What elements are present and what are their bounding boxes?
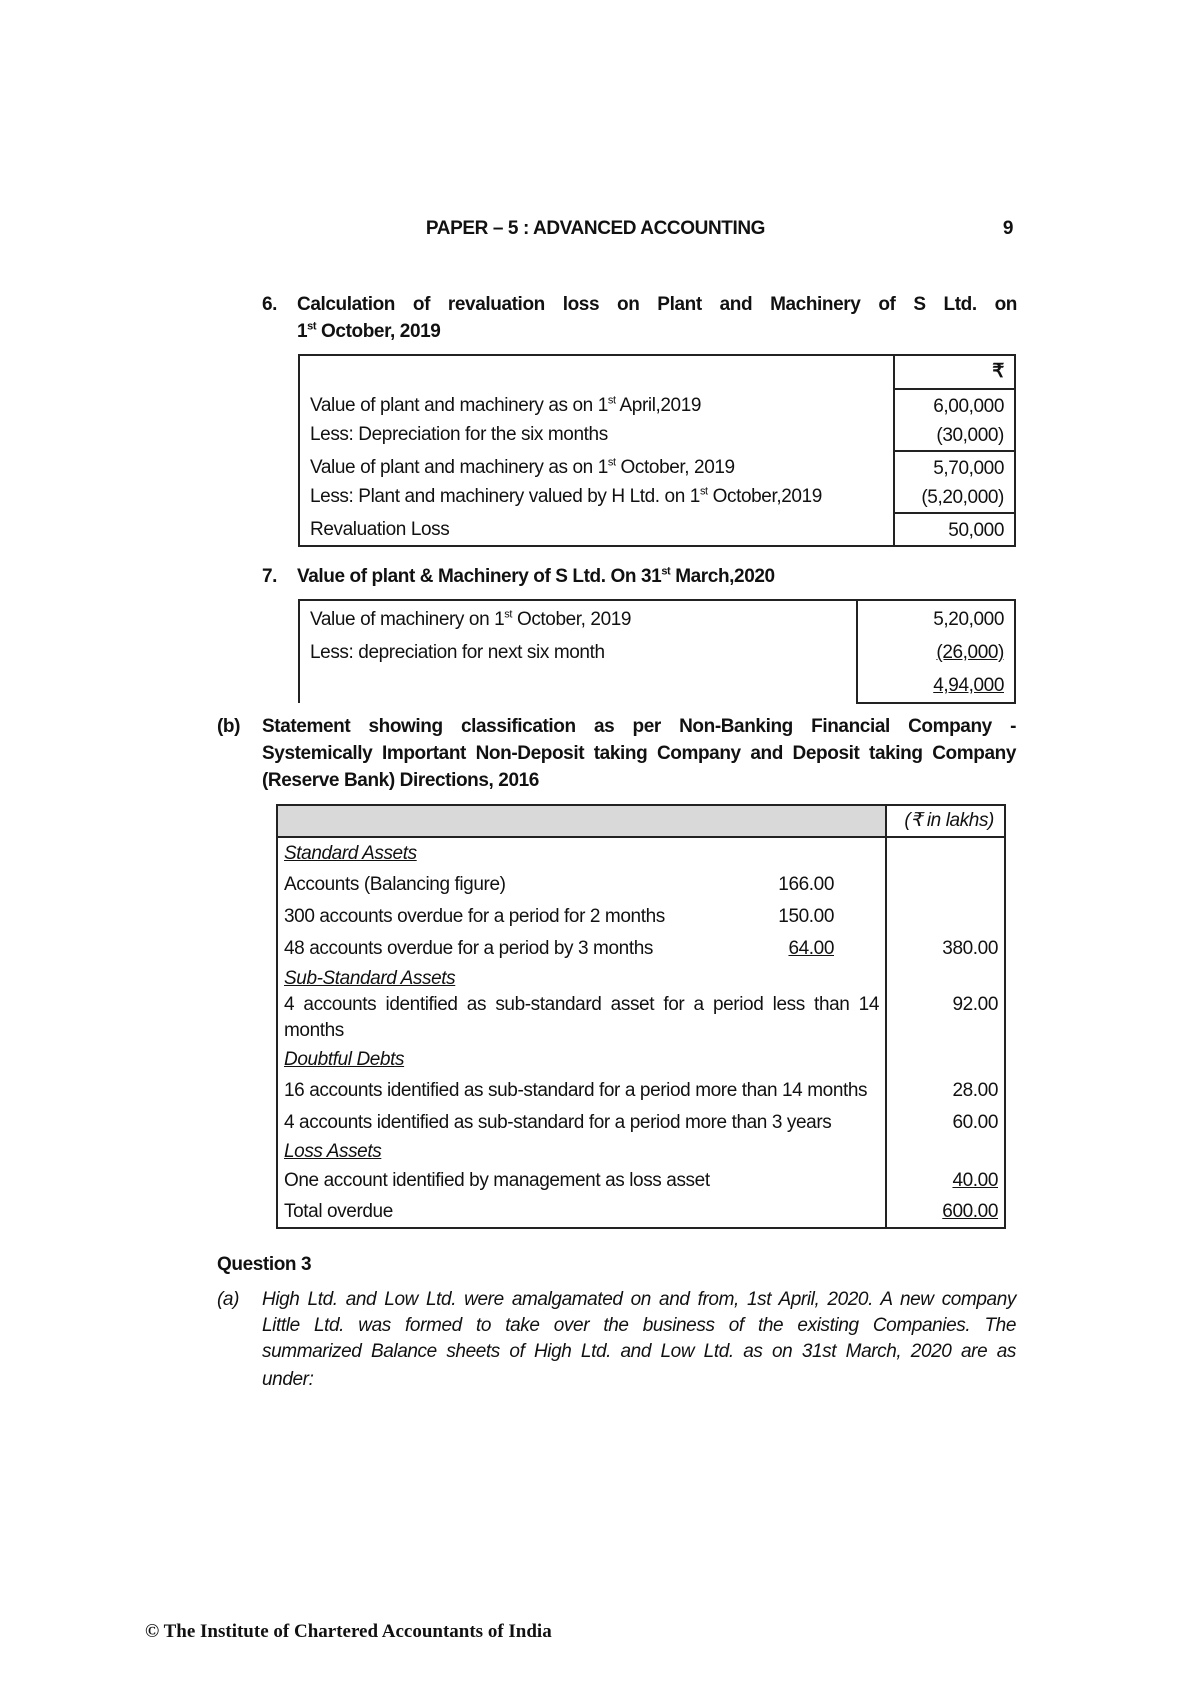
plant-value-table: [298, 599, 1016, 704]
question-3-line4: under:: [262, 1369, 314, 1390]
table-row-label: Revaluation Loss: [299, 513, 894, 546]
section-6-title-line1: Calculation of revaluation loss on Plant and Machinery of S Ltd. on: [297, 294, 1017, 315]
section-7-number: 7.: [262, 566, 278, 587]
section-6-number: 6.: [262, 294, 278, 315]
page-number: 9: [1002, 218, 1013, 239]
loss-assets-heading: Loss Assets: [284, 1141, 382, 1162]
standard-assets-block: [277, 837, 886, 1228]
paper-title: PAPER – 5 : ADVANCED ACCOUNTING: [425, 218, 766, 239]
table-row-amount: 5,70,000 (5,20,000): [894, 451, 1015, 513]
unit-label: (₹ in lakhs): [886, 805, 1005, 837]
section-6-title-line2: 1st October, 2019: [297, 320, 441, 342]
table-row: 48 accounts overdue for a period by 3 months 64.00: [284, 938, 834, 959]
table-row-amount: 6,00,000 (30,000): [894, 389, 1015, 451]
doubtful-debts-heading: Doubtful Debts: [284, 1049, 405, 1070]
table-row: 4 accounts identified as sub-standard for a period more than 3 years: [284, 1112, 832, 1133]
question-3-line2: Little Ltd. was formed to take over the business of the existing Companies. The: [262, 1315, 1016, 1336]
page-header: [0, 218, 1191, 244]
table-row: 16 accounts identified as sub-standard for a period more than 14 months: [284, 1080, 868, 1101]
table-row-label: Value of plant and machinery as on 1st October, 2019 Less: Plant and machinery valued by H Ltd. on 1st October,2019: [299, 451, 894, 513]
question-3-marker: (a): [217, 1289, 240, 1310]
section-b-title-line1: Statement showing classification as per Non-Banking Financial Company -: [262, 716, 1016, 737]
table-row-label: Value of machinery on 1st October, 2019 Less: depreciation for next six month: [299, 600, 857, 703]
table-row-label: Value of plant and machinery as on 1st April,2019 Less: Depreciation for the six months: [299, 389, 894, 451]
revaluation-loss-table: [298, 354, 1016, 547]
section-b-title-line3: (Reserve Bank) Directions, 2016: [262, 770, 539, 791]
table-row: 4 accounts identified as sub-standard asset for a period less than 14 months: [284, 994, 880, 1041]
standard-assets-heading: Standard Assets: [284, 843, 417, 864]
section-b-marker: (b): [217, 716, 241, 737]
question-3-line3: summarized Balance sheets of High Ltd. and Low Ltd. as on 31st March, 2020 are as: [262, 1341, 1016, 1362]
question-3-title: Question 3: [217, 1254, 312, 1275]
section-7-title: Value of plant & Machinery of S Ltd. On 31st March,2020: [297, 565, 775, 587]
question-3-line1: High Ltd. and Low Ltd. were amalgamated on and from, 1st April, 2020. A new company: [262, 1289, 1016, 1310]
classification-table: [276, 804, 1006, 1229]
table-row-amount: 50,000: [894, 513, 1015, 546]
table-row-amount: 5,20,000 (26,000) 4,94,000: [857, 600, 1015, 703]
currency-symbol: ₹: [894, 355, 1015, 389]
table-row: Total overdue: [284, 1201, 393, 1222]
substandard-assets-heading: Sub-Standard Assets: [284, 968, 456, 989]
footer-copyright: © The Institute of Chartered Accountants of India: [145, 1621, 552, 1642]
table-row: Accounts (Balancing figure) 166.00: [284, 874, 834, 895]
totals-column: 380.00 92.00 28.00 60.00 40.00 600.00: [886, 837, 1005, 1228]
section-b-title-line2: Systemically Important Non-Deposit taking Company and Deposit taking Company: [262, 743, 1016, 764]
table-row: 300 accounts overdue for a period for 2 months 150.00: [284, 906, 834, 927]
table-row: One account identified by management as loss asset: [284, 1170, 710, 1191]
